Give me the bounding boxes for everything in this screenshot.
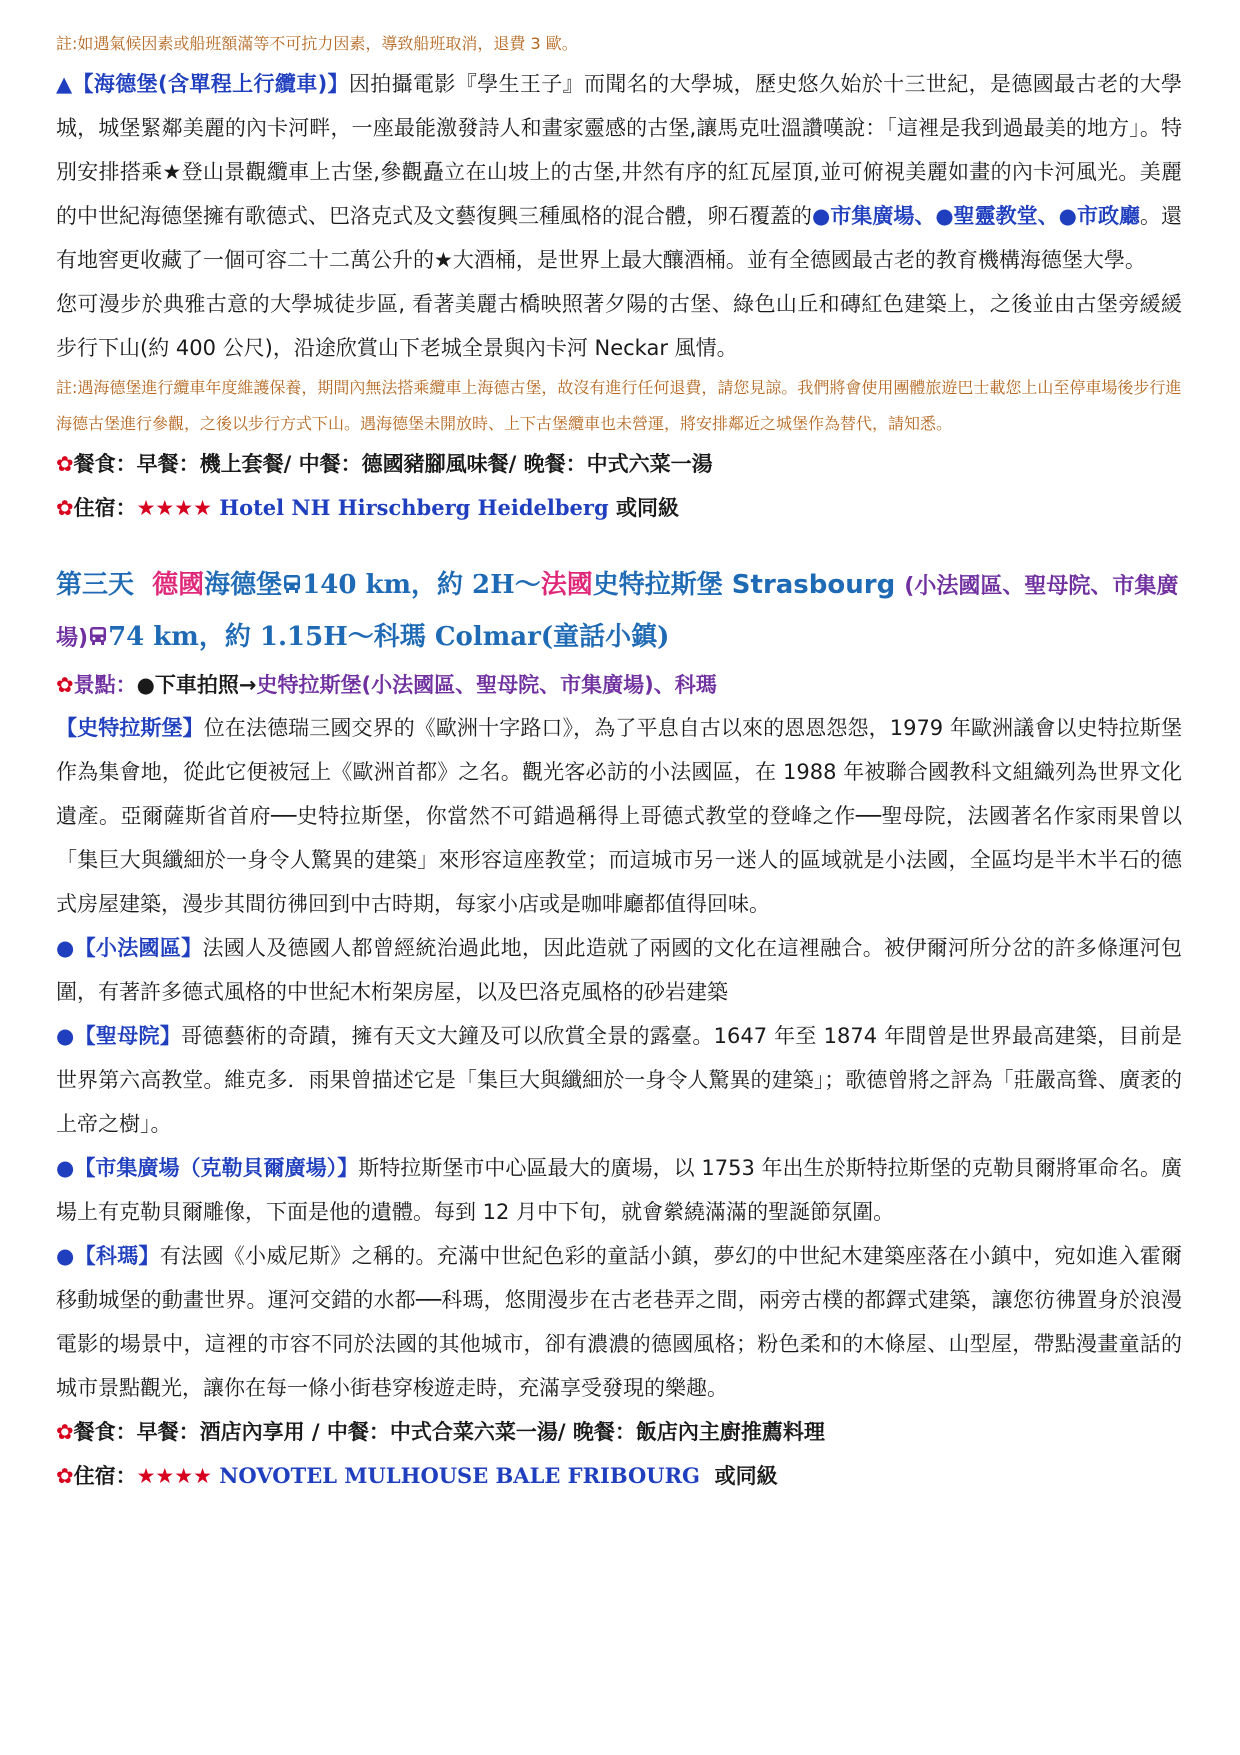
city-heidelberg: 海德堡 bbox=[204, 570, 283, 600]
kleber-text: 斯特拉斯堡市中心區最大的廣場，以 1753 年出生於斯特拉斯堡的克勒貝爾將軍命名。廣場上有克勒貝爾雕像，下面是他的遺體。每到 12 月中下旬，就會縈繞滿滿的聖誕節氛圍。 bbox=[56, 1156, 1183, 1224]
distance-1: 140 km，約 2H～ bbox=[302, 570, 541, 600]
hotel-label: 住宿： bbox=[73, 496, 137, 520]
bus-icon bbox=[88, 614, 108, 664]
city-colmar: 科瑪 Colmar(童話小鎮) bbox=[373, 622, 670, 652]
flower-icon: ✿ bbox=[56, 673, 74, 697]
day3-heading bbox=[56, 560, 1182, 664]
meals-label: 餐食： bbox=[73, 1420, 137, 1444]
spots-lead: ●下車拍照→ bbox=[136, 673, 257, 697]
day3-hotel bbox=[56, 1454, 1182, 1498]
cable-car-note: 註:遇海德堡進行纜車年度維護保養，期間內無法搭乘纜車上海德古堡，故沒有進行任何退費，請您見諒。我們將會使用團體旅遊巴士載您上山至停車場後步行進海德古堡進行參觀，之後以步行方式下山。遇海德堡未開放時、上下古堡纜車也未營運，將安排鄰近之城堡作為替代，請知悉。 bbox=[56, 378, 1182, 433]
strasbourg-text: 位在法德瑞三國交界的《歐洲十字路口》，為了平息自古以來的恩恩怨怨，1979 年歐洲議會以史特拉斯堡作為集會地，從此它便被冠上《歐洲首都》之名。觀光客必訪的小法國區，在 1988 年被聯合國教科文組織列為世界文化遺產。亞爾薩斯省首府──史特拉斯堡，你當然不可錯過稱得上哥德式教堂的登峰之作──聖母院，法國著名作家雨果曾以「集巨大與纖細於一身令人驚異的建築」來形容這座教堂；而這城市另一迷人的區域就是小法國，全區均是半木半石的德式房屋建築，漫步其間彷彿回到中古時期，每家小店或是咖啡廳都值得回味。 bbox=[56, 716, 1183, 916]
strasbourg-title: 【史特拉斯堡】 bbox=[56, 716, 204, 740]
cancellation-note: 註:如遇氣候因素或船班額滿等不可抗力因素，導致船班取消，退費 3 歐。 bbox=[56, 34, 578, 53]
spots-label: 景點： bbox=[73, 673, 137, 697]
bus-icon bbox=[282, 562, 302, 612]
hotel-suffix: 或同級 bbox=[615, 496, 679, 520]
meals-text: 早餐：酒店內享用 / 中餐：中式合菜六菜一湯/ 晚餐：飯店內主廚推薦料理 bbox=[136, 1420, 825, 1444]
heidelberg-text-a: 因拍攝電影『學生王子』而聞名的大學城，歷史悠久始於十三世紀，是德國最古老的大學城，城堡緊鄰美麗的內卡河畔，一座最能激發詩人和畫家靈感的古堡,讓馬克吐溫讚嘆說：「這裡是我到過最美的地方」。特別安排搭乘★登山景觀纜車上古堡,參觀矗立在山坡上的古堡,井然有序的紅瓦屋頂,並可俯視美麗如畫的內卡河風光。美麗的中世紀海德堡擁有歌德式、巴洛克式及文藝復興三種風格的混合體，卵石覆蓋的 bbox=[56, 72, 1182, 228]
heidelberg-text-b: 。還有地窖更收藏了一個可容二十二萬公升的★大酒桶，是世界上最大釀酒桶。並有全德國最古老的教育機構海德堡大學。 bbox=[56, 204, 1183, 272]
hotel-name: Hotel NH Hirschberg Heidelberg bbox=[219, 495, 609, 520]
day2-meals bbox=[56, 442, 1182, 486]
star-rating: ★★★★ bbox=[136, 496, 212, 520]
flower-icon: ✿ bbox=[56, 452, 74, 476]
distance-2: 74 km，約 1.15H～ bbox=[108, 622, 374, 652]
day2-hotel bbox=[56, 486, 1182, 530]
city-strasbourg: 史特拉斯堡 Strasbourg bbox=[592, 570, 896, 600]
spots-list: 史特拉斯堡(小法國區、聖母院、市集廣場)、科瑪 bbox=[256, 673, 717, 697]
hotel-suffix: 或同級 bbox=[714, 1464, 778, 1488]
meals-label: 餐食： bbox=[73, 452, 137, 476]
strasbourg-paragraph bbox=[56, 706, 1182, 926]
petite-france-title: ●【小法國區】 bbox=[56, 936, 203, 960]
heidelberg-title: ▲【海德堡(含單程上行纜車)】 bbox=[56, 72, 349, 96]
meals-text: 早餐：機上套餐/ 中餐：德國豬腳風味餐/ 晚餐：中式六菜一湯 bbox=[136, 452, 713, 476]
hotel-label: 住宿： bbox=[73, 1464, 137, 1488]
strasbourg-sub: (小法國區、聖母院、市集廣場) bbox=[56, 574, 1179, 651]
kleber-paragraph bbox=[56, 1146, 1182, 1234]
heidelberg-paragraph bbox=[56, 62, 1182, 282]
cathedral-text: 哥德藝術的奇蹟，擁有天文大鐘及可以欣賞全景的露臺。1647 年至 1874 年間曾是世界最高建築，目前是世界第六高教堂。維克多．雨果曾描述它是「集巨大與纖細於一身令人驚異的建築」；歌德曾將之評為「莊嚴高聳、廣袤的上帝之樹」。 bbox=[56, 1024, 1182, 1136]
petite-france-text: 法國人及德國人都曾經統治過此地，因此造就了兩國的文化在這裡融合。被伊爾河所分岔的許多條運河包圍，有著許多德式風格的中世紀木桁架房屋，以及巴洛克風格的砂岩建築 bbox=[56, 936, 1182, 1004]
country-france: 法國 bbox=[540, 570, 593, 600]
heidelberg-walk-paragraph: 您可漫步於典雅古意的大學城徒步區, 看著美麗古橋映照著夕陽的古堡、綠色山丘和磚紅色建築上，之後並由古堡旁緩緩步行下山(約 400 公尺)，沿途欣賞山下老城全景與內卡河 Neckar 風情。 bbox=[56, 292, 1182, 360]
country-germany: 德國 bbox=[152, 570, 205, 600]
colmar-title: ●【科瑪】 bbox=[56, 1244, 160, 1268]
hotel-name: NOVOTEL MULHOUSE BALE FRIBOURG bbox=[219, 1463, 700, 1488]
colmar-text: 有法國《小威尼斯》之稱的。充滿中世紀色彩的童話小鎮，夢幻的中世紀木建築座落在小鎮中，宛如進入霍爾移動城堡的動畫世界。運河交錯的水都──科瑪，悠閒漫步在古老巷弄之間，兩旁古樸的都鐸式建築，讓您彷彿置身於浪漫電影的場景中，這裡的市容不同於法國的其他城市，卻有濃濃的德國風格；粉色柔和的木條屋、山型屋，帶點漫畫童話的城市景點觀光，讓你在每一條小街巷穿梭遊走時，充滿享受發現的樂趣。 bbox=[56, 1244, 1183, 1400]
cathedral-title: ●【聖母院】 bbox=[56, 1024, 182, 1048]
day3-meals bbox=[56, 1410, 1182, 1454]
petite-france-paragraph bbox=[56, 926, 1182, 1014]
itinerary-page bbox=[56, 26, 1182, 1498]
day3-spots bbox=[56, 664, 1182, 706]
day-label: 第三天 bbox=[56, 570, 135, 600]
colmar-paragraph bbox=[56, 1234, 1182, 1410]
kleber-title: ●【市集廣場（克勒貝爾廣場）】 bbox=[56, 1156, 359, 1180]
star-rating: ★★★★ bbox=[136, 1464, 212, 1488]
flower-icon: ✿ bbox=[56, 496, 74, 520]
cathedral-paragraph bbox=[56, 1014, 1182, 1146]
flower-icon: ✿ bbox=[56, 1464, 74, 1488]
flower-icon: ✿ bbox=[56, 1420, 74, 1444]
heidelberg-highlights: ●市集廣場、●聖靈教堂、●市政廳 bbox=[812, 204, 1140, 228]
